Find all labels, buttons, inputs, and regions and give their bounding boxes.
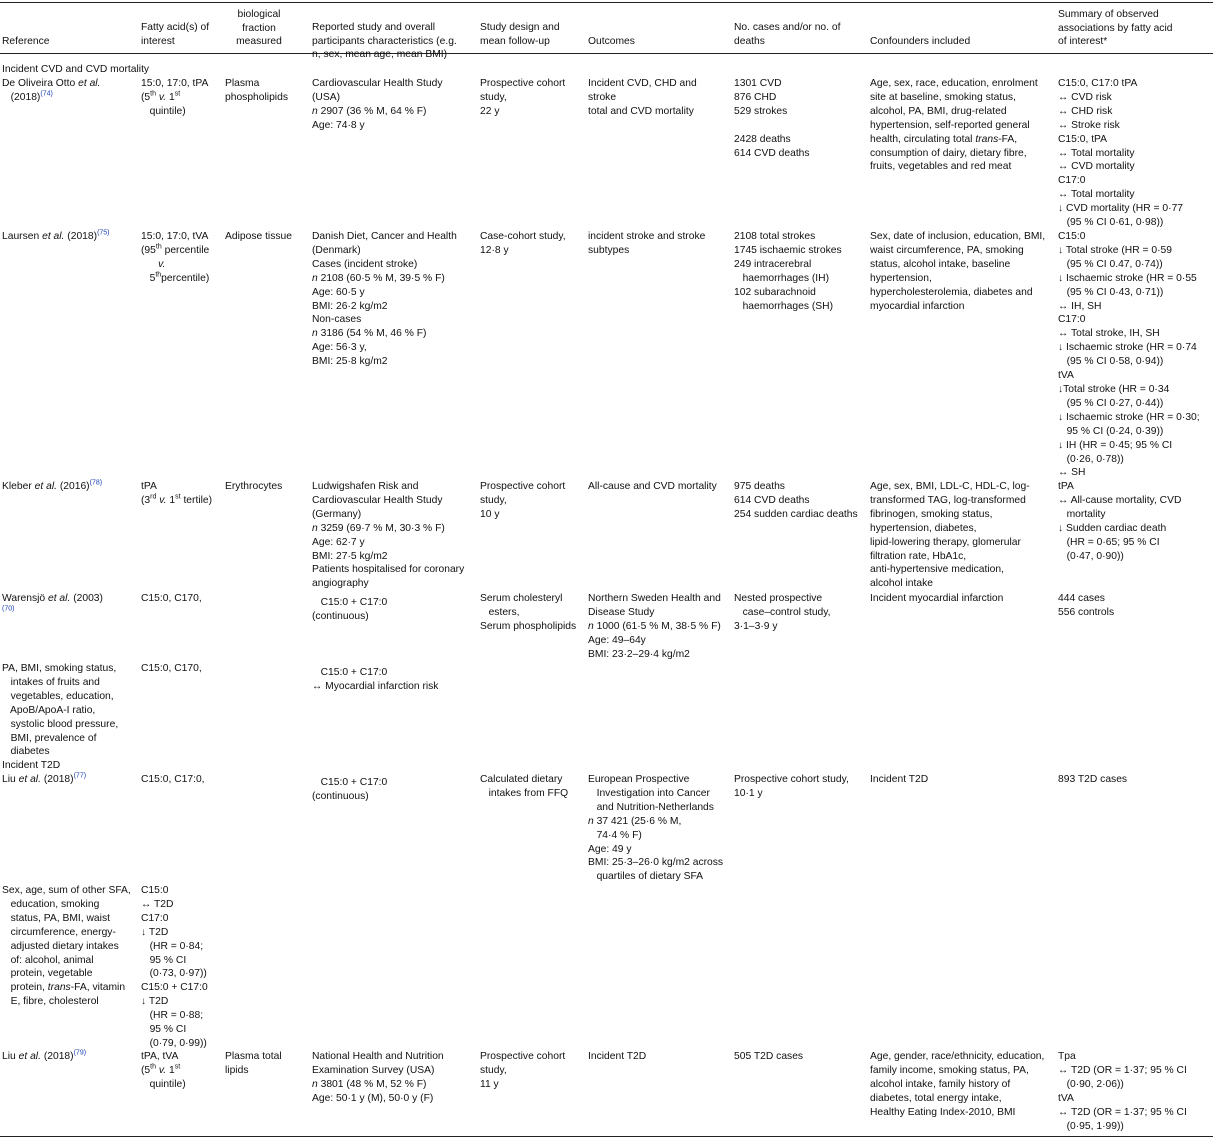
section-heading-t2d: Incident T2D <box>2 760 61 771</box>
fatty-acid-text: percentile <box>161 244 210 256</box>
fraction-cell: Adipose tissue <box>225 231 292 242</box>
reference-link[interactable]: (74) <box>40 90 53 98</box>
outcomes-text: Northern Sweden Health and Disease Study <box>588 593 721 618</box>
fatty-acid-sup: st <box>175 493 181 501</box>
summary-cell: 893 T2D cases <box>1058 774 1128 785</box>
fatty-acid-cell <box>141 1050 186 1092</box>
reference-trans: trans <box>47 982 71 994</box>
confounders-text: -FA, consumption of dairy, dietary fibre, fruits, vegetables and red meat <box>870 133 1027 173</box>
confounders-cell: Incident T2D <box>870 774 929 785</box>
outcomes-n: n <box>588 815 594 827</box>
fatty-acid-sup: th <box>155 271 162 279</box>
reference-author: Kleber <box>2 481 32 492</box>
study-text: National Health and Nutrition Examination Survey (USA) <box>312 1051 444 1076</box>
top-rule <box>0 2 1213 3</box>
study-text: 3801 (48 % M, 52 % F) <box>317 1078 427 1090</box>
fatty-acid-sup: st <box>174 90 181 98</box>
reference-author: De Oliveira Otto <box>2 78 76 89</box>
section-heading-cvd: Incident CVD and CVD mortality <box>2 64 150 75</box>
bottom-rule <box>0 1136 1213 1137</box>
outcomes-cell: All-cause and CVD mortality <box>588 481 717 492</box>
fatty-acid-sup: st <box>174 1063 181 1071</box>
outcomes-text: 1000 (61·5 % M, 38·5 % F) <box>593 620 721 632</box>
fatty-acid-text: quintile) <box>149 105 186 117</box>
summary-cell: 444 cases 556 controls <box>1058 593 1115 618</box>
fatty-acid-text: 1 <box>169 91 175 103</box>
fatty-acid-text: quintile) <box>149 1078 186 1090</box>
fatty-acid-sup: rd <box>150 493 157 501</box>
fraction-cell: Erythrocytes <box>225 481 283 492</box>
reference-cell <box>2 884 131 1009</box>
fatty-acid-versus: v. <box>158 258 166 270</box>
study-n: n <box>312 522 318 534</box>
study-text: Age: 62·7 y BMI: 27·5 kg/m2 Patients hospitalised for coronary angiography <box>312 536 465 590</box>
reference-text: Sex, age, sum of other SFA, education, smoking status, PA, BMI, waist circumference, energy- adjusted dietary intakes of: alcohol, animal protein, vegetable protein, <box>2 885 131 994</box>
confounders-cell: Age, sex, BMI, LDL-C, HDL-C, log- transformed TAG, log-transformed fibrinogen, smoking status, hypertension, diabetes, lipid-lowering therapy, glomerular filtration rate, HbA1c, anti-hypertensive medication, alcohol intake <box>870 481 1030 590</box>
study-text: 2907 (36 % M, 64 % F) <box>317 105 427 117</box>
cases-cell: 1301 CVD 876 CHD 529 strokes 2428 deaths 614 CVD deaths <box>734 78 810 159</box>
outcomes-cell: incident stroke and stroke subtypes <box>588 231 706 256</box>
reference-author: Laursen <box>2 231 40 242</box>
reference-year: (2018) <box>43 774 74 785</box>
reference-cell <box>2 773 86 787</box>
reference-etal: et al. <box>78 78 101 89</box>
reference-cell <box>2 592 103 620</box>
fatty-acid-text: 1 <box>169 1064 175 1076</box>
study-text: Age: 60·5 y BMI: 26·2 kg/m2 Non-cases <box>312 286 388 326</box>
reference-text: -FA, vitamin E, fibre, cholesterol <box>10 982 126 1008</box>
study-text: Age: 50·1 y (M), 50·0 y (F) <box>312 1092 434 1104</box>
summary-cell: tPA ↔ All-cause mortality, CVD mortality ↓ Sudden cardiac death (HR = 0·65; 95 % CI (0·47, 0·90)) <box>1058 481 1182 562</box>
study-n: n <box>312 105 318 117</box>
study-n: n <box>312 328 318 340</box>
study-cell <box>312 77 443 133</box>
fatty-acid-text: percentile) <box>161 272 210 284</box>
reference-author: Warensjö <box>2 593 46 604</box>
summary-cell: C15:0 ↓ Total stroke (HR = 0·59 (95 % CI 0.47, 0·74)) ↓ Ischaemic stroke (HR = 0·55 (95 % CI 0·43, 0·71)) ↔ IH, SH C17:0 ↔ Total stroke, IH, SH ↓ Ischaemic stroke (HR = 0·74 (95 % CI 0·58, 0·94)) tVA ↓Total stroke (HR = 0·34 (95 % CI 0·27, 0·44)) ↓ Ischaemic stroke (HR = 0·30; 95 % CI (0·24, 0·39)) ↓ IH (HR = 0·45; 95 % CI (0·26, 0·78)) ↔ SH <box>1058 231 1200 479</box>
fatty-acid-text: 15:0, 17:0, tPA <box>141 78 209 89</box>
study-text: Cardiovascular Health Study (USA) <box>312 78 443 103</box>
reference-year: (2018) <box>10 91 41 103</box>
reference-etal: et al. <box>18 1051 41 1062</box>
reference-link[interactable]: (70) <box>2 605 15 613</box>
summary-cell: C15:0, C17:0 tPA ↔ CVD risk ↔ CHD risk ↔ Stroke risk C15:0, tPA ↔ Total mortality ↔ CVD mortality C17:0 ↔ Total mortality ↓ CVD mortality (HR = 0·77 (95 % CI 0·61, 0·98)) <box>1058 78 1184 229</box>
fatty-acid-cell <box>141 77 208 119</box>
reference-etal: et al. <box>18 774 41 785</box>
fatty-acid-text: (95 <box>141 244 156 256</box>
reference-etal: et al. <box>47 593 71 604</box>
fatty-acid-text: (5 <box>141 91 151 103</box>
reference-year: (2018) <box>67 231 98 242</box>
reference-etal: et al. <box>42 231 65 242</box>
header-cases: No. cases and/or no. of deaths <box>734 22 841 47</box>
confounders-cell: Age, gender, race/ethnicity, education, family income, smoking status, PA, alcohol intake, family history of diabetes, total energy intake, Healthy Eating Index-2010, BMI <box>870 1051 1045 1118</box>
outcomes-cell <box>588 773 723 884</box>
design-cell: Case-cohort study, 12·8 y <box>480 231 566 256</box>
cases-cell: 2108 total strokes 1745 ischaemic strokes 249 intracerebral haemorrhages (IH) 102 subarachnoid haemorrhages (SH) <box>734 231 842 312</box>
fatty-acid-cell <box>141 230 209 286</box>
fatty-acid-cell <box>141 480 212 508</box>
fatty-acid-sup: th <box>150 90 156 98</box>
fatty-acid-text: 1 <box>169 494 176 506</box>
header-rule <box>0 53 1213 54</box>
fatty-acid-text: tPA, tVA <box>141 1051 179 1062</box>
header-confounders: Confounders included <box>870 36 971 47</box>
reference-author: Liu <box>2 1051 16 1062</box>
study-n: n <box>312 272 318 284</box>
fatty-acid-sup: th <box>150 1063 156 1071</box>
reference-link[interactable]: (79) <box>73 1049 87 1057</box>
fatty-acid-cell: C15:0, C170, <box>141 593 202 604</box>
fatty-acid-cell: C15:0, C17:0, <box>141 774 205 785</box>
study-cell <box>312 480 464 591</box>
header-reference: Reference <box>2 36 50 47</box>
study-cell: C15:0 + C17:0 (continuous) <box>312 597 388 622</box>
summary-cell: Tpa ↔ T2D (OR = 1·37; 95 % CI (0·90, 2·06)) tVA ↔ T2D (OR = 1·37; 95 % CI (0·95, 1·99)) <box>1058 1051 1187 1132</box>
reference-cell <box>2 480 102 494</box>
confounders-cell: Incident myocardial infarction <box>870 593 1004 604</box>
fatty-acid-versus: v. <box>159 494 167 506</box>
fatty-acid-text: tertile) <box>180 494 213 506</box>
fatty-acid-cell: C15:0 ↔ T2D C17:0 ↓ T2D (HR = 0·84; 95 % CI (0·73, 0·97)) C15:0 + C17:0 ↓ T2D (HR = 0·88; 95 % CI (0·79, 0·99)) <box>141 885 208 1049</box>
study-cell: C15:0 + C17:0 ↔ Myocardial infarction risk <box>312 667 439 692</box>
study-text: 3259 (69·7 % M, 30·3 % F) <box>317 522 445 534</box>
study-n: n <box>312 1078 318 1090</box>
cases-cell: 975 deaths 614 CVD deaths 254 sudden cardiac deaths <box>734 481 858 520</box>
study-text: 2108 (60·5 % M, 39·5 % F) <box>317 272 445 284</box>
design-cell: Prospective cohort study, 10 y <box>480 481 566 520</box>
outcomes-n: n <box>588 620 594 632</box>
header-study: Reported study and overall participants characteristics (e.g. n, sex, mean age, mean BMI) <box>312 22 457 61</box>
study-text: 3186 (54 % M, 46 % F) <box>317 328 427 340</box>
confounders-cell: Sex, date of inclusion, education, BMI, waist circumference, PA, smoking status, alcohol intake, baseline hypertension, hypercholesterolemia, diabetes and myocardial infarction <box>870 231 1046 312</box>
fatty-acid-versus: v. <box>158 91 167 103</box>
design-cell: Prospective cohort study, 11 y <box>480 1051 566 1090</box>
outcomes-cell: Incident T2D <box>588 1051 647 1062</box>
reference-year: (2016) <box>59 481 90 492</box>
reference-cell <box>2 77 100 105</box>
reference-year: (2003) <box>73 593 103 604</box>
design-cell: Calculated dietary intakes from FFQ <box>480 774 569 799</box>
reference-cell <box>2 230 110 244</box>
design-cell: Serum cholesteryl esters, Serum phospholipids <box>480 593 577 632</box>
reference-link[interactable]: (78) <box>89 479 103 487</box>
header-fatty-acid: Fatty acid(s) of interest <box>141 22 210 47</box>
fatty-acid-cell: C15:0, C170, <box>141 663 202 674</box>
reference-cell <box>2 1050 86 1064</box>
confounders-trans: trans <box>975 133 999 145</box>
reference-etal: et al. <box>34 481 57 492</box>
header-summary: Summary of observed associations by fatty acid of interest* <box>1058 9 1173 48</box>
outcomes-text: Age: 49 y BMI: 25·3–26·0 kg/m2 across quartiles of dietary SFA <box>588 843 724 883</box>
fraction-cell: Plasma phospholipids <box>225 78 288 103</box>
confounders-text: Age, sex, race, education, enrolment site at baseline, smoking status, alcohol, PA, BMI, drug-related hypertension, self-reported general health, circulating total <box>870 78 1038 145</box>
study-text: Age: 74·8 y <box>312 119 365 131</box>
outcomes-cell <box>588 592 721 662</box>
reference-link[interactable]: (75) <box>97 229 110 237</box>
fatty-acid-sup: th <box>155 243 162 251</box>
fatty-acid-text: 5 <box>149 272 156 284</box>
reference-link[interactable]: (77) <box>73 772 87 780</box>
fatty-acid-versus: v. <box>158 1064 167 1076</box>
study-text: Ludwigshafen Risk and Cardiovascular Health Study (Germany) <box>312 481 443 520</box>
study-text: Danish Diet, Cancer and Health (Denmark) Cases (incident stroke) <box>312 231 457 270</box>
header-design: Study design and mean follow-up <box>480 22 560 47</box>
fatty-acid-text: (5 <box>141 1064 151 1076</box>
design-cell: Prospective cohort study, 22 y <box>480 78 566 117</box>
study-cell <box>312 230 457 369</box>
fatty-acid-text: 15:0, 17:0, tVA <box>141 231 209 242</box>
outcomes-cell: Incident CVD, CHD and stroke total and CVD mortality <box>588 78 697 117</box>
study-cell <box>312 1050 444 1106</box>
study-text: Age: 56·3 y, BMI: 25·8 kg/m2 <box>312 342 388 368</box>
outcomes-text: 37 421 (25·6 % M, 74·4 % F) <box>596 815 682 841</box>
cases-cell: 505 T2D cases <box>734 1051 804 1062</box>
reference-year: (2018) <box>43 1051 74 1062</box>
cases-cell: Prospective cohort study, 10·1 y <box>734 774 849 799</box>
reference-author: Liu <box>2 774 16 785</box>
fatty-acid-text: tPA <box>141 481 157 492</box>
outcomes-text: Age: 49–64y BMI: 23·2–29·4 kg/m2 <box>588 634 690 660</box>
cases-cell: Nested prospective case–control study, 3·1–3·9 y <box>734 593 831 632</box>
confounders-cell <box>870 77 1038 174</box>
reference-cell: PA, BMI, smoking status, intakes of fruits and vegetables, education, ApoB/ApoA-I ratio, systolic blood pressure, BMI, prevalence of diabetes <box>2 663 119 758</box>
fatty-acid-text: (3 <box>141 494 151 506</box>
outcomes-text: European Prospective Investigation into Cancer and Nutrition-Netherlands <box>588 774 714 813</box>
study-cell: C15:0 + C17:0 (continuous) <box>312 777 388 802</box>
header-fraction: biological fraction measured <box>236 9 282 48</box>
fraction-cell: Plasma total lipids <box>225 1051 282 1076</box>
header-outcomes: Outcomes <box>588 36 635 47</box>
